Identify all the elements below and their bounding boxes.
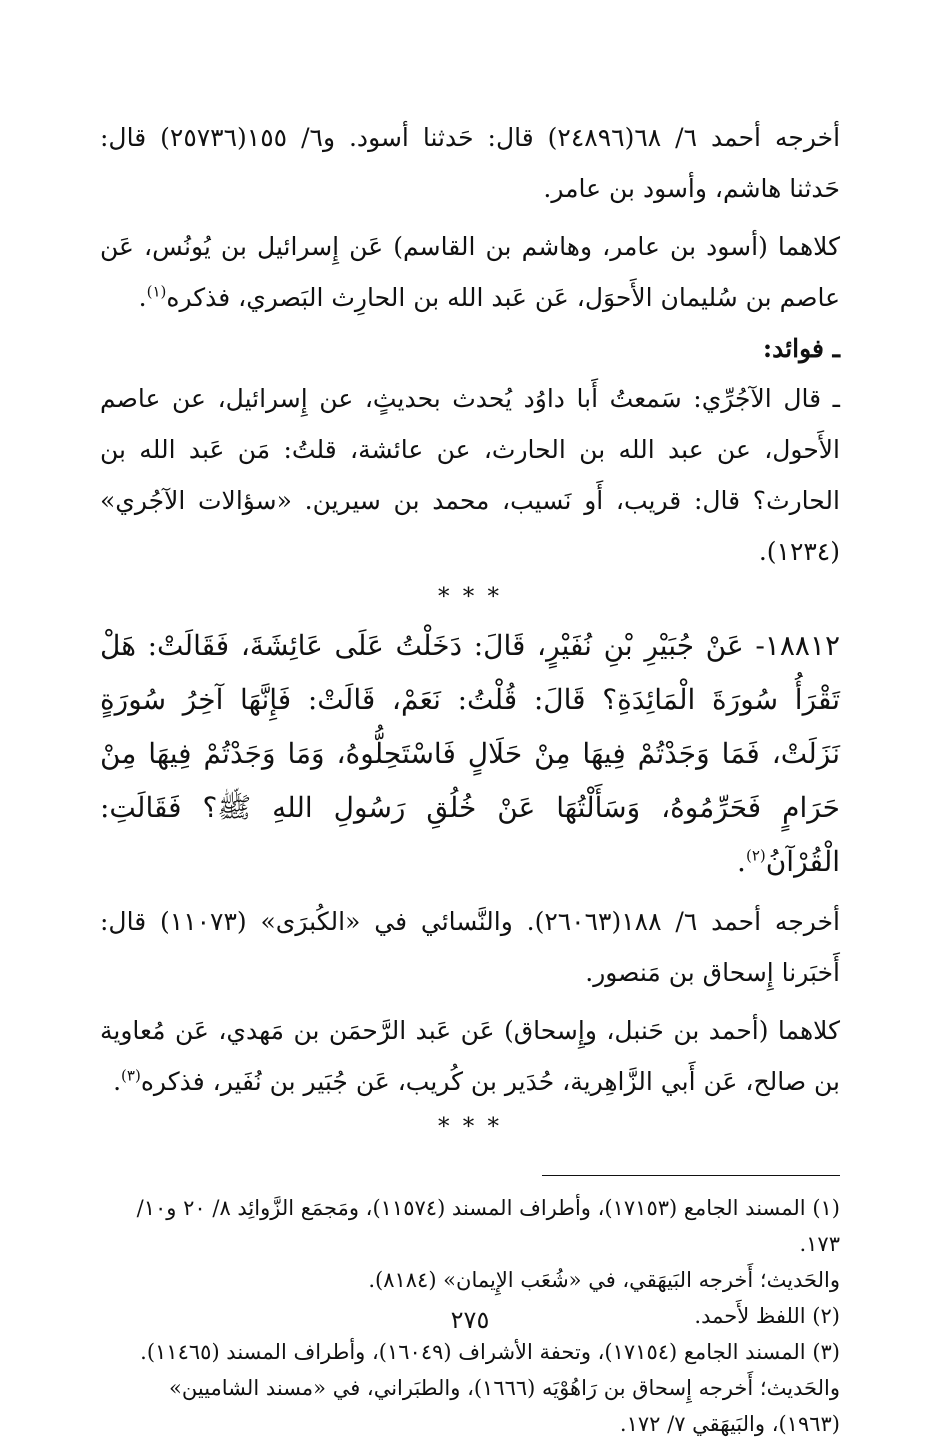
benefits-paragraph: ـ قال الآجُرِّي: سَمعتُ أَبا داوُد يُحدث بحديثٍ، عن إِسرائيل، عن عاصم الأَحول، عن عبد الله بن الحارث، عن عائشة، قلتُ: مَن عَبد الله بن الحارث؟ قال: قريب، أَو نَسيب، محمد بن سيرين. «سؤالات الآجُري» (١٢٣٤).: [100, 384, 840, 566]
chain-text-2: كلاهما (أحمد بن حَنبل، وإِسحاق) عَن عَبد الرَّحمَن بن مَهدي، عَن مُعاوية بن صالح، عَن أَبي الزَّاهِرية، حُدَير بن كُريب، عَن جُبَير بن نُفَير، فذكره: [100, 1016, 840, 1096]
chain-paragraph-2: [100, 1005, 840, 1107]
chain-end: .: [138, 283, 147, 312]
footnote-divider: [542, 1175, 840, 1176]
footnote-1: (١) المسند الجامع (١٧١٥٣)، وأطراف المسند (١١٥٧٤)، ومَجمَع الزَّوائِد ٨/ ٢٠ و١٠/ ١٧٣.: [136, 1196, 840, 1256]
footnote-3-continuation: والحَديث؛ أَخرجه إِسحاق بن رَاهُوْيَه (١٦٦٦)، والطبَراني، في «مسند الشاميين» (١٩٦٣)، والبَيهَقي ٧/ ١٧٢.: [169, 1376, 840, 1436]
chain-end-2: .: [113, 1067, 122, 1096]
footnote-ref-3[interactable]: (٣): [121, 1066, 141, 1085]
takhrij-paragraph-1: أخرجه أحمد ٦/ ٦٨(٢٤٨٩٦) قال: حَدثنا أسود. و٦/ ١٥٥(٢٥٧٣٦) قال: حَدثنا هاشم، وأسود بن عامر.: [100, 123, 841, 203]
footnote-ref-2[interactable]: (٢): [745, 846, 766, 865]
hadith-text: [100, 619, 840, 889]
chain-paragraph-1: [100, 221, 840, 323]
chain-text: كلاهما (أسود بن عامر، وهاشم بن القاسم) عَن إِسرائيل بن يُونُس، عَن عاصم بن سُليمان الأَحوَل، عَن عَبد الله بن الحارِث البَصري، فذكره: [100, 232, 840, 312]
footnote-2: (٢) اللفظ لأَحمد.: [694, 1304, 840, 1328]
section-separator-1: * * *: [437, 584, 503, 610]
footnote-ref-1[interactable]: (١): [146, 282, 167, 301]
takhrij-paragraph-2: أخرجه أحمد ٦/ ١٨٨(٢٦٠٦٣). والنَّسائي في «الكُبرَى» (١١٠٧٣) قال: أَخبَرنا إِسحاق بن مَنصور.: [100, 907, 840, 987]
footnote-1-continuation: والحَديث؛ أَخرجه البَيهَقي، في «شُعَب الإِيمان» (٨١٨٤).: [368, 1268, 840, 1292]
hadith-body: ١٨٨١٢- عَنْ جُبَيْرِ بْنِ نُفَيْرٍ، قَالَ: دَخَلْتُ عَلَى عَائِشَةَ، فَقَالَتْ: هَلْ تَقْرَأُ سُورَةَ الْمَائِدَةِ؟ قَالَ: قُلْتُ: نَعَمْ، قَالَتْ: فَإِنَّهَا آخِرُ سُورَةٍ نَزَلَتْ، فَمَا وَجَدْتُمْ فِيهَا مِنْ حَلَالٍ فَاسْتَحِلُّوهُ، وَمَا وَجَدْتُمْ فِيهَا مِنْ حَرَامٍ فَحَرِّمُوهُ، وَسَأَلْتُهَا عَنْ خُلُقِ رَسُولِ اللهِ ﷺ؟ فَقَالَتِ: الْقُرْآنُ: [100, 629, 840, 878]
page-number: ٢٧٥: [450, 1306, 490, 1334]
section-separator-2: * * *: [437, 1114, 503, 1140]
footnote-3: (٣) المسند الجامع (١٧١٥٤)، وتحفة الأشراف (١٦٠٤٩)، وأطراف المسند (١١٤٦٥).: [140, 1340, 840, 1364]
hadith-end: .: [737, 845, 746, 878]
benefits-heading: ـ فوائد:: [762, 334, 840, 363]
